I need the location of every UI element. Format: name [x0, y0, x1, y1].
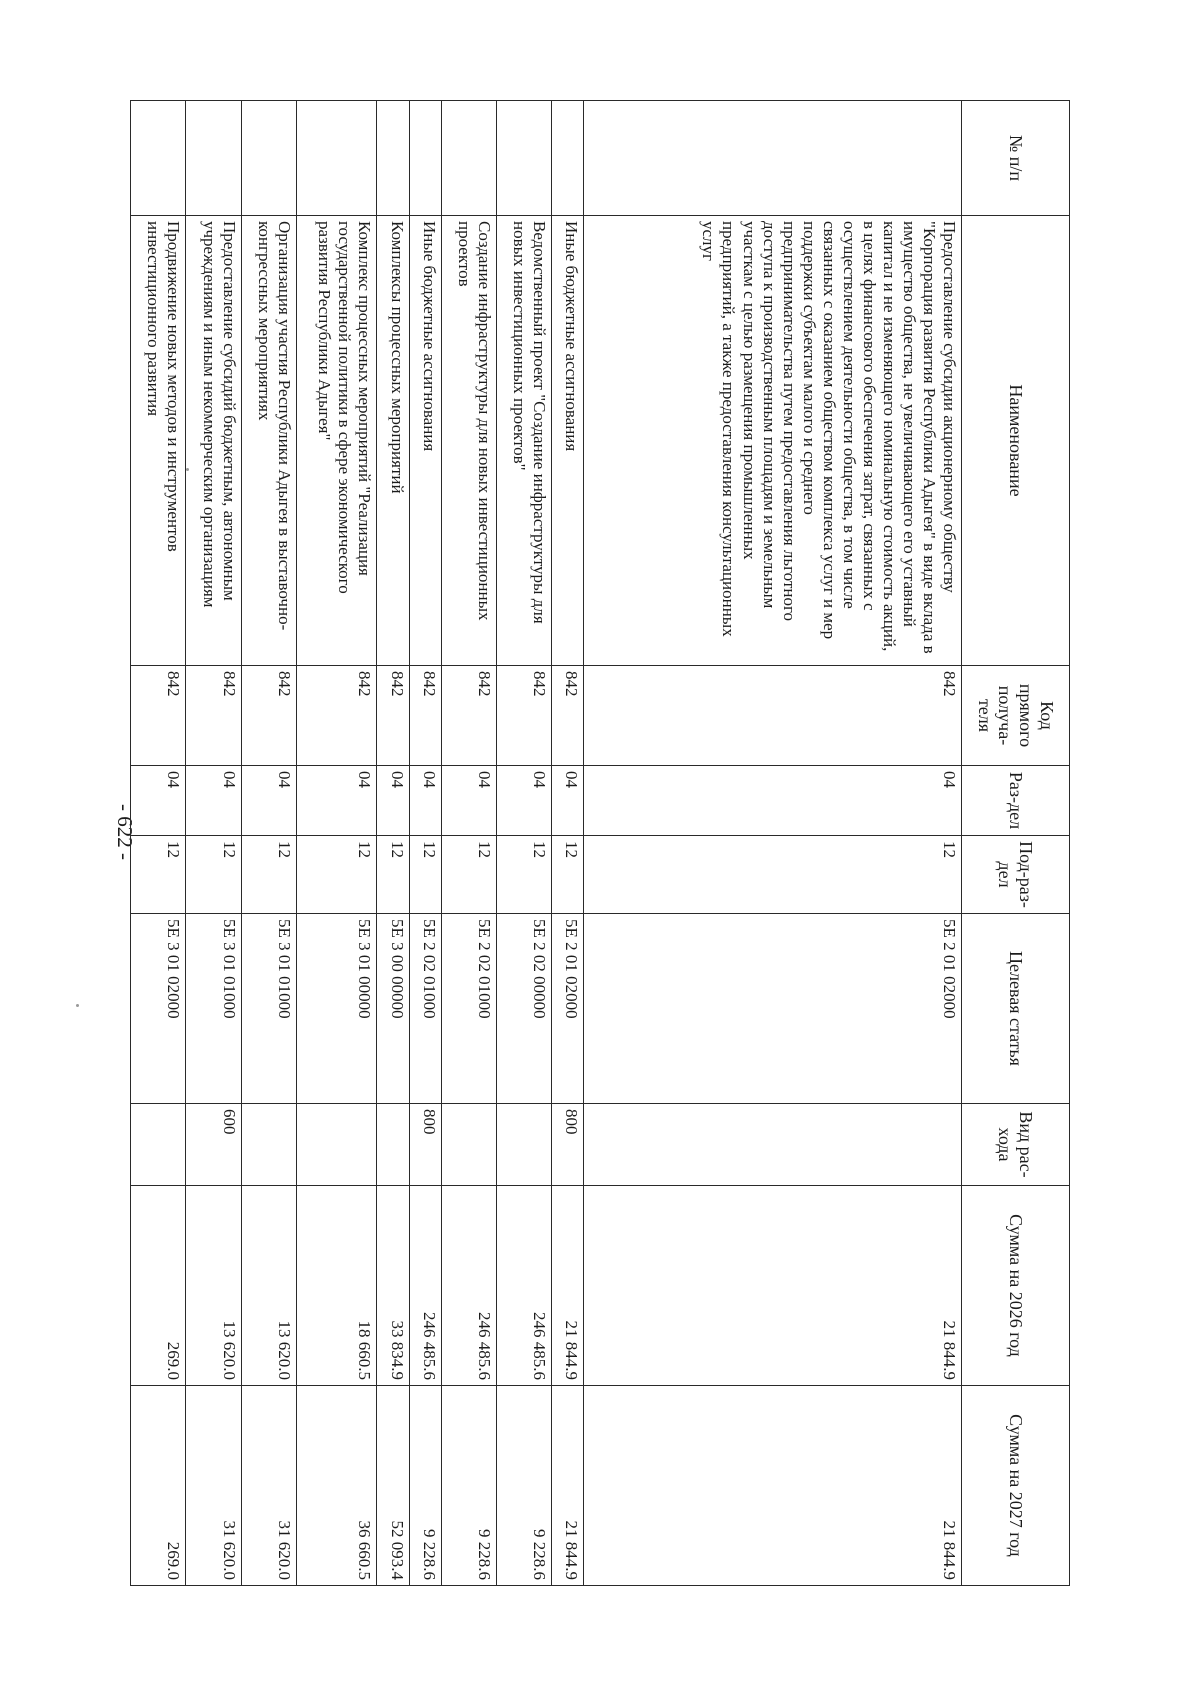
- table-row: [552, 101, 584, 1586]
- cell-section: 04: [241, 766, 296, 836]
- cell-sum-2027: 52 093.4: [377, 1386, 409, 1586]
- cell-recipient-code: 842: [409, 666, 441, 766]
- cell-index: [241, 101, 296, 216]
- cell-subsection: 12: [131, 836, 186, 914]
- header-subsection: Под-раз-дел: [962, 836, 1070, 914]
- cell-expense-type: [296, 1104, 377, 1186]
- cell-section: 04: [186, 766, 241, 836]
- cell-sum-2026: 13 620.0: [186, 1186, 241, 1386]
- header-section: Раз-дел: [962, 766, 1070, 836]
- cell-index: [441, 101, 496, 216]
- cell-recipient-code: 842: [241, 666, 296, 766]
- budget-table-rotated: [130, 100, 1070, 1585]
- cell-target-article: 5Е 2 01 02000: [584, 914, 962, 1104]
- cell-name: Создание инфраструктуры для новых инвестиционных проектов: [441, 216, 496, 666]
- table-row: [131, 101, 186, 1586]
- cell-section: 04: [377, 766, 409, 836]
- table-row: [441, 101, 496, 1586]
- budget-allocation-table: [130, 100, 1070, 1586]
- cell-index: [186, 101, 241, 216]
- header-index: № п/п: [962, 101, 1070, 216]
- cell-sum-2027: 269.0: [131, 1386, 186, 1586]
- cell-target-article: 5Е 2 02 01000: [441, 914, 496, 1104]
- cell-expense-type: [131, 1104, 186, 1186]
- cell-subsection: 12: [377, 836, 409, 914]
- cell-sum-2026: 13 620.0: [241, 1186, 296, 1386]
- cell-sum-2027: 9 228.6: [441, 1386, 496, 1586]
- header-recipient-code: Код прямого получа-теля: [962, 666, 1070, 766]
- cell-name: Иные бюджетные ассигнования: [409, 216, 441, 666]
- cell-section: 04: [441, 766, 496, 836]
- cell-expense-type: 600: [186, 1104, 241, 1186]
- page-number: - 622 -: [113, 804, 137, 860]
- cell-sum-2026: 246 485.6: [441, 1186, 496, 1386]
- cell-target-article: 5Е 3 01 01000: [241, 914, 296, 1104]
- cell-recipient-code: 842: [296, 666, 377, 766]
- cell-name: Продвижение новых методов и инструментов инвестиционного развития: [131, 216, 186, 666]
- cell-sum-2027: 36 660.5: [296, 1386, 377, 1586]
- cell-sum-2027: 9 228.6: [497, 1386, 552, 1586]
- cell-section: 04: [131, 766, 186, 836]
- table-row: [296, 101, 377, 1586]
- cell-subsection: 12: [296, 836, 377, 914]
- cell-section: 04: [497, 766, 552, 836]
- table-row: [409, 101, 441, 1586]
- cell-target-article: 5Е 3 01 02000: [131, 914, 186, 1104]
- cell-section: 04: [409, 766, 441, 836]
- cell-recipient-code: 842: [131, 666, 186, 766]
- cell-sum-2026: 269.0: [131, 1186, 186, 1386]
- cell-name: Организация участия Республики Адыгея в выставочно-конгрессных мероприятиях: [241, 216, 296, 666]
- cell-expense-type: [441, 1104, 496, 1186]
- cell-target-article: 5Е 3 01 01000: [186, 914, 241, 1104]
- cell-expense-type: [497, 1104, 552, 1186]
- table-header-row: [962, 101, 1070, 1586]
- table-row: [377, 101, 409, 1586]
- cell-index: [296, 101, 377, 216]
- table-row: [497, 101, 552, 1586]
- cell-sum-2027: 21 844.9: [552, 1386, 584, 1586]
- table-row: [241, 101, 296, 1586]
- header-target-article: Целевая статья: [962, 914, 1070, 1104]
- cell-index: [131, 101, 186, 216]
- cell-name: Комплексы процессных мероприятий: [377, 216, 409, 666]
- table-row: [186, 101, 241, 1586]
- cell-section: 04: [584, 766, 962, 836]
- cell-recipient-code: 842: [441, 666, 496, 766]
- cell-recipient-code: 842: [552, 666, 584, 766]
- header-sum-2026: Сумма на 2026 год: [962, 1186, 1070, 1386]
- cell-section: 04: [552, 766, 584, 836]
- cell-sum-2027: 9 228.6: [409, 1386, 441, 1586]
- cell-target-article: 5Е 3 01 00000: [296, 914, 377, 1104]
- cell-name: Предоставление субсидии акционерному обществу "Корпорация развития Республики Адыгея" в виде вклада в имущество общества, не увеличивающего его уставный капитал и не изменяющего номинальную стоимость акций, в целях финансового обеспечения затрат, связанных с осуществлением деятельности общества, в том числе связанных с оказанием обществом комплекса услуг и мер поддержки субъектам малого и среднего предпринимательства путем предоставления льготного доступа к производственным площадям и земельным участкам с целью размещения промышленных предприятий, а также предоставления консультационных услуг: [584, 216, 962, 666]
- cell-subsection: 12: [497, 836, 552, 914]
- cell-sum-2026: 33 834.9: [377, 1186, 409, 1386]
- cell-sum-2026: 18 660.5: [296, 1186, 377, 1386]
- cell-sum-2026: 246 485.6: [409, 1186, 441, 1386]
- header-name: Наименование: [962, 216, 1070, 666]
- budget-table-frame: [130, 100, 1070, 1585]
- cell-sum-2027: 21 844.9: [584, 1386, 962, 1586]
- cell-sum-2027: 31 620.0: [186, 1386, 241, 1586]
- cell-subsection: 12: [186, 836, 241, 914]
- cell-section: 04: [296, 766, 377, 836]
- cell-sum-2026: 21 844.9: [552, 1186, 584, 1386]
- cell-sum-2026: 246 485.6: [497, 1186, 552, 1386]
- cell-target-article: 5Е 2 01 02000: [552, 914, 584, 1104]
- cell-recipient-code: 842: [186, 666, 241, 766]
- cell-subsection: 12: [409, 836, 441, 914]
- cell-target-article: 5Е 3 00 00000: [377, 914, 409, 1104]
- header-sum-2027: Сумма на 2027 год: [962, 1386, 1070, 1586]
- cell-recipient-code: 842: [377, 666, 409, 766]
- cell-index: [552, 101, 584, 216]
- cell-sum-2027: 31 620.0: [241, 1386, 296, 1586]
- cell-name: Ведомственный проект "Создание инфраструктуры для новых инвестиционных проектов": [497, 216, 552, 666]
- cell-index: [497, 101, 552, 216]
- cell-subsection: 12: [241, 836, 296, 914]
- cell-name: Комплекс процессных мероприятий "Реализация государственной политики в сфере экономического развития Республики Адыгея": [296, 216, 377, 666]
- cell-index: [584, 101, 962, 216]
- cell-expense-type: [241, 1104, 296, 1186]
- cell-expense-type: [584, 1104, 962, 1186]
- cell-recipient-code: 842: [497, 666, 552, 766]
- cell-target-article: 5Е 2 02 00000: [497, 914, 552, 1104]
- cell-expense-type: 800: [409, 1104, 441, 1186]
- cell-name: Иные бюджетные ассигнования: [552, 216, 584, 666]
- cell-subsection: 12: [552, 836, 584, 914]
- cell-expense-type: 800: [552, 1104, 584, 1186]
- table-row: [584, 101, 962, 1586]
- cell-name: Предоставление субсидий бюджетным, автономным учреждениям и иным некоммерческим организациям: [186, 216, 241, 666]
- cell-index: [377, 101, 409, 216]
- cell-subsection: 12: [441, 836, 496, 914]
- cell-target-article: 5Е 2 02 01000: [409, 914, 441, 1104]
- header-expense-type: Вид рас-хода: [962, 1104, 1070, 1186]
- cell-recipient-code: 842: [584, 666, 962, 766]
- scan-speck: [76, 1004, 79, 1007]
- cell-index: [409, 101, 441, 216]
- cell-subsection: 12: [584, 836, 962, 914]
- cell-expense-type: [377, 1104, 409, 1186]
- cell-sum-2026: 21 844.9: [584, 1186, 962, 1386]
